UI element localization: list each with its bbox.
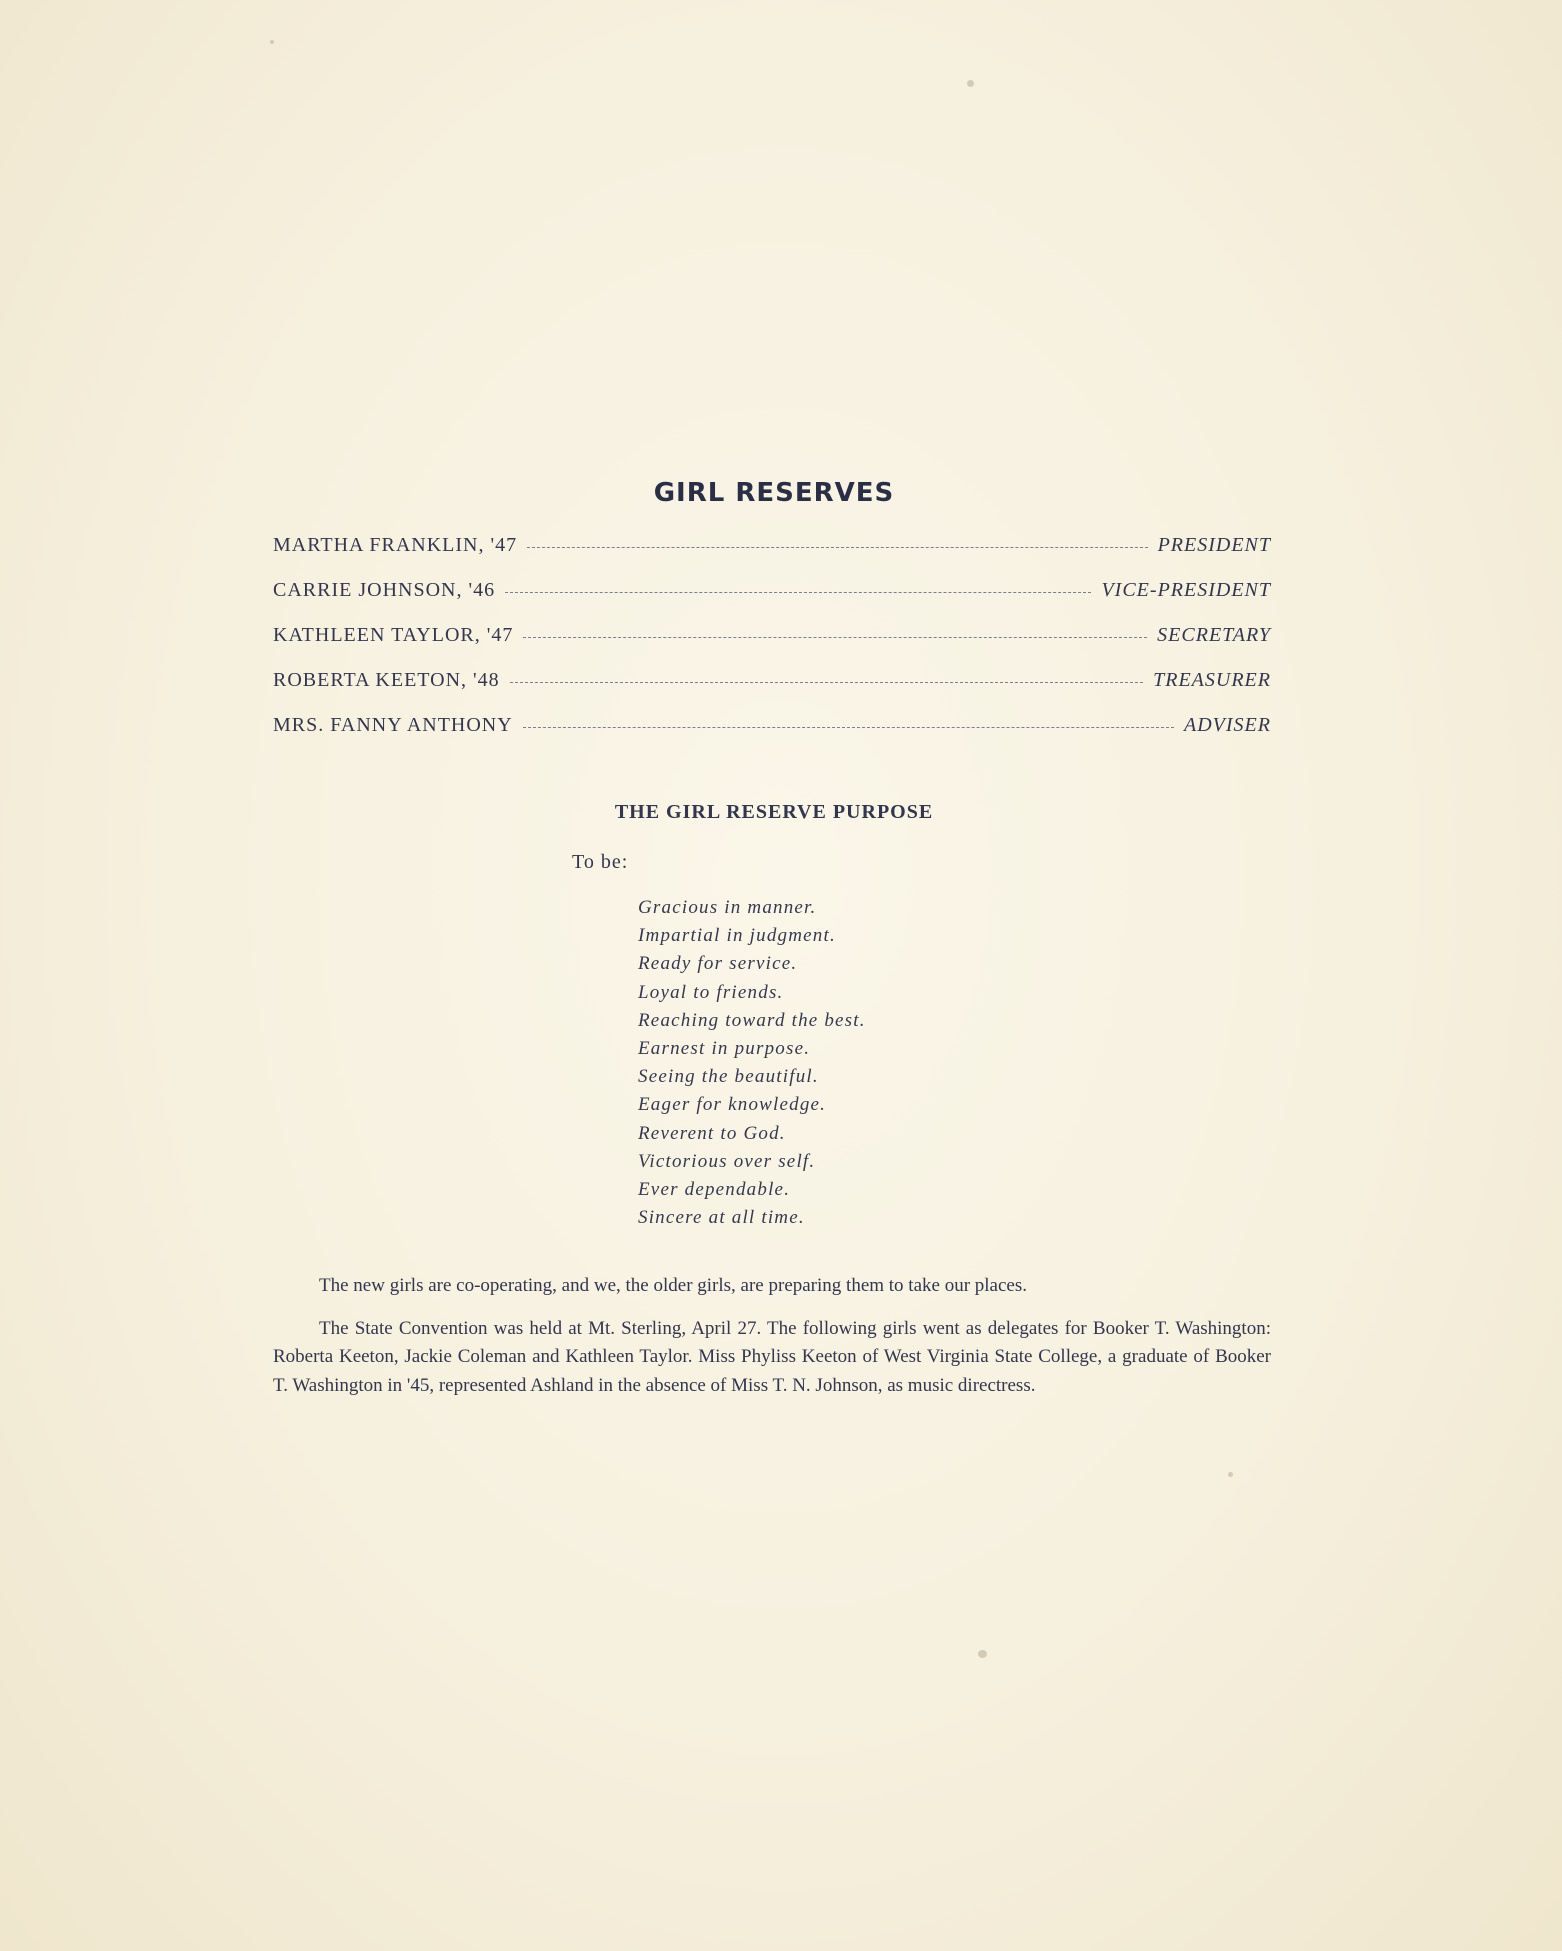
dotted-leader [523,727,1174,728]
officer-name: ROBERTA KEETON, '48 [273,669,500,691]
paper-speck [978,1650,987,1658]
officer-name: MARTHA FRANKLIN, '47 [273,534,518,556]
virtue-line: Eager for knowledge. [638,1094,827,1116]
officers-list [273,534,1271,759]
paper-speck [270,40,274,44]
dotted-leader [527,547,1147,548]
paper-speck [1228,1472,1233,1477]
officer-role: TREASURER [1153,669,1271,691]
officer-name: CARRIE JOHNSON, '46 [273,579,496,601]
virtue-line: Earnest in purpose. [638,1038,811,1060]
officer-role: SECRETARY [1157,624,1271,646]
officer-row [273,714,1271,759]
dotted-leader [505,592,1091,593]
virtue-line: Ever dependable. [638,1179,791,1201]
dotted-leader [523,637,1147,638]
officer-name: MRS. FANNY ANTHONY [273,714,513,736]
body-paragraph: The new girls are co-operating, and we, the older girls, are preparing them to take our places. [319,1275,1028,1297]
virtue-line: Ready for service. [638,953,798,975]
virtue-line: Loyal to friends. [638,981,784,1003]
officer-name: KATHLEEN TAYLOR, '47 [273,624,514,646]
officer-row [273,534,1271,579]
virtue-line: Reaching toward the best. [638,1009,866,1031]
officer-role: PRESIDENT [1157,534,1271,556]
paper-speck [967,80,974,87]
virtue-line: Victorious over self. [638,1150,816,1172]
officer-row [273,624,1271,669]
page-title: GIRL RESERVES [653,478,895,508]
main-content [273,478,1271,1400]
purpose-heading: THE GIRL RESERVE PURPOSE [614,801,934,823]
dotted-leader [510,682,1143,683]
virtue-line: Reverent to God. [638,1122,786,1144]
virtue-line: Impartial in judgment. [638,925,836,947]
officer-row [273,579,1271,624]
virtues-list [638,894,1271,1232]
virtue-line: Gracious in manner. [638,897,817,918]
officer-role: VICE-PRESIDENT [1101,579,1271,601]
virtue-line: Sincere at all time. [638,1207,805,1229]
officer-role: ADVISER [1184,714,1271,736]
officer-row [273,669,1271,714]
body-paragraph: The State Convention was held at Mt. Sterling, April 27. The following girls went as delegates for Booker T. Washington: Roberta Keeton, Jackie Coleman and Kathleen Taylor. Miss Phyliss Keeton of West Virginia State College, a graduate of Booker T. Washington in '45, represented Ashland in the absence of Miss T. N. Johnson, as music directress. [273,1317,1271,1396]
to-be-label: To be: [572,851,629,873]
virtue-line: Seeing the beautiful. [638,1066,819,1088]
